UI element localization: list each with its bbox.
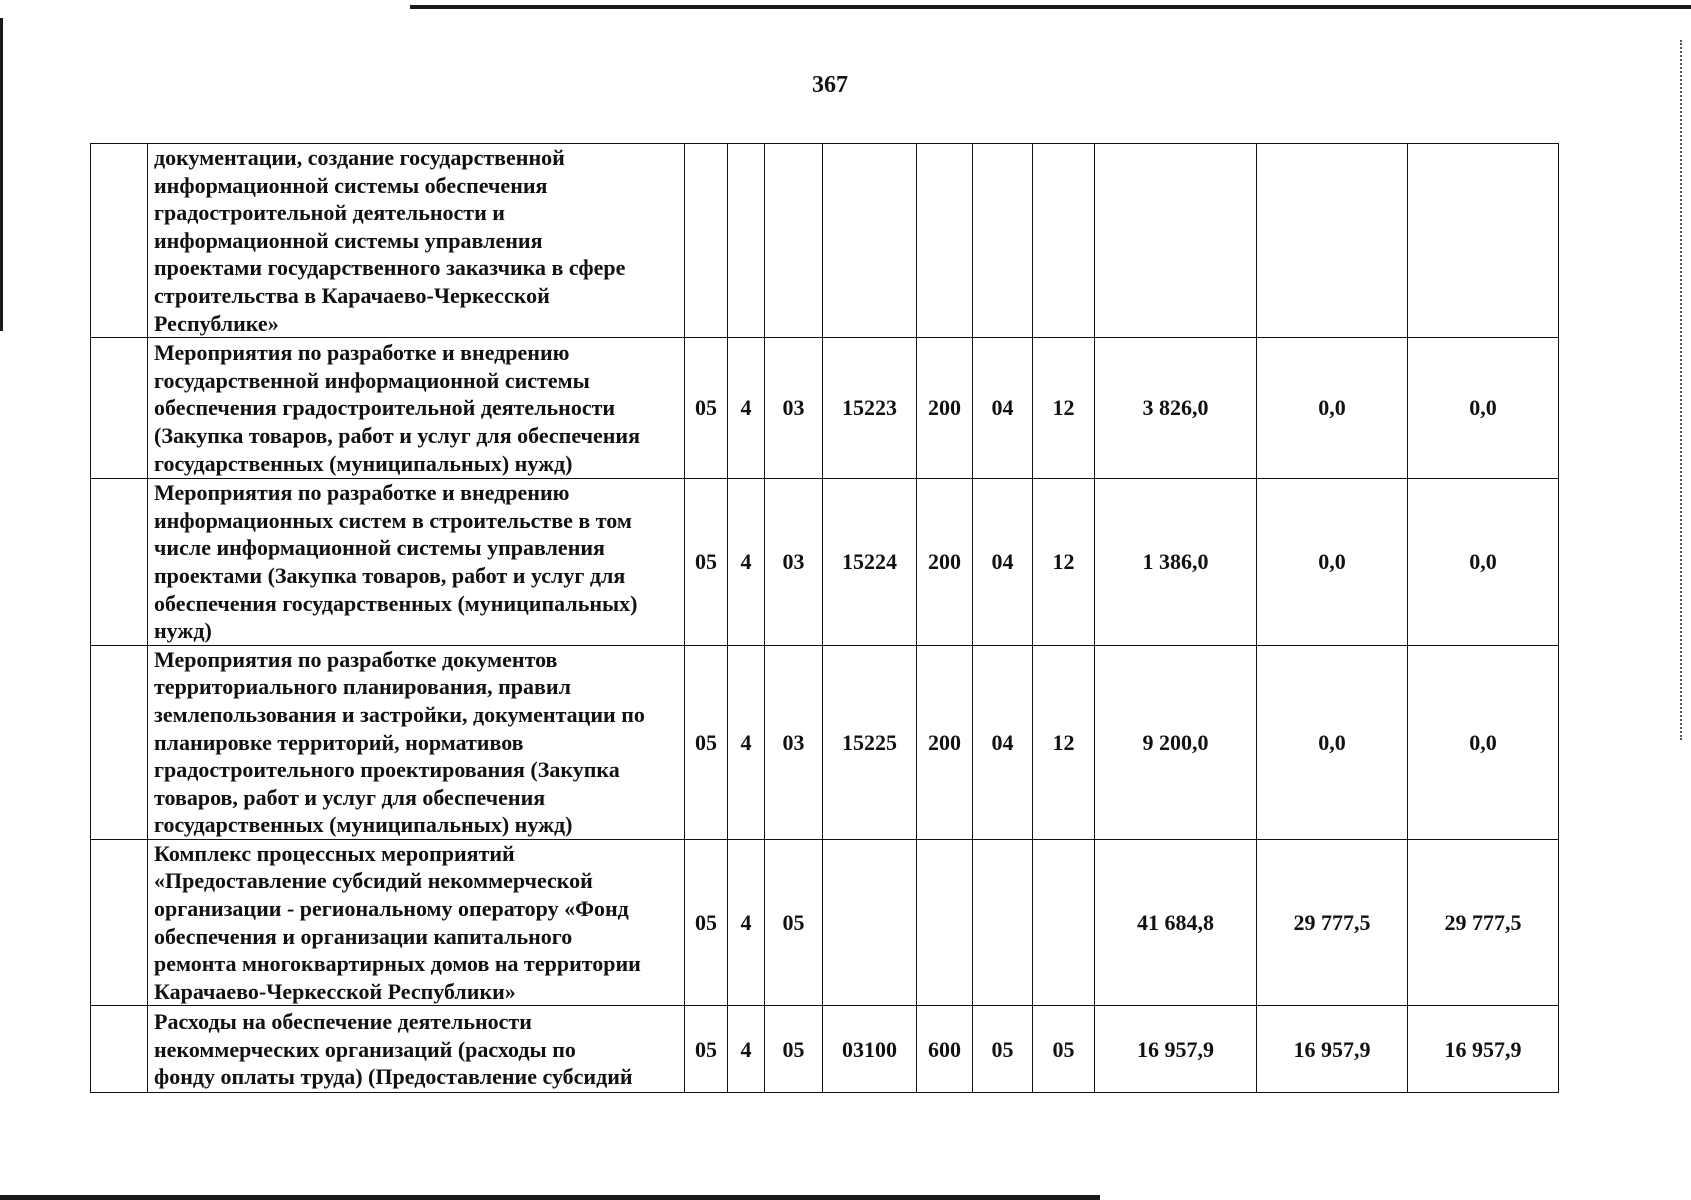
code-cell: 05: [765, 839, 823, 1006]
code-cell: 03: [765, 479, 823, 646]
amount-cell: 29 777,5: [1257, 839, 1408, 1006]
code-cell: 200: [917, 645, 973, 839]
page-number: 367: [812, 72, 848, 98]
amount-cell: 0,0: [1408, 645, 1559, 839]
amount-cell: 16 957,9: [1257, 1006, 1408, 1093]
table-row: [91, 1006, 1559, 1093]
code-cell: [823, 144, 917, 338]
budget-table: [90, 143, 1559, 1093]
code-cell: 03: [765, 645, 823, 839]
code-cell: 05: [685, 338, 728, 479]
description-cell: Комплекс процессных мероприятий «Предоставление субсидий некоммерческой организации - региональному оператору «Фонд обеспечения и организации капитального ремонта многоквартирных домов на территории Карачаево-Черкесской Республики»: [148, 839, 685, 1006]
code-cell: 12: [1033, 479, 1095, 646]
amount-cell: 0,0: [1257, 645, 1408, 839]
code-cell: 05: [685, 839, 728, 1006]
row-index-cell: [91, 1006, 148, 1093]
code-cell: 05: [1033, 1006, 1095, 1093]
amount-cell: 1 386,0: [1095, 479, 1257, 646]
table-row: [91, 338, 1559, 479]
code-cell: [1033, 839, 1095, 1006]
code-cell: [917, 144, 973, 338]
table-row: [91, 144, 1559, 338]
row-index-cell: [91, 144, 148, 338]
scan-edge-bottom: [0, 1195, 1100, 1200]
code-cell: 05: [685, 479, 728, 646]
code-cell: 15223: [823, 338, 917, 479]
description-cell: документации, создание государственной информационной системы обеспечения градостроительной деятельности и информационной системы управления проектами государственного заказчика в сфере строительства в Карачаево-Черкесской Республике»: [148, 144, 685, 338]
code-cell: 15225: [823, 645, 917, 839]
amount-cell: 16 957,9: [1095, 1006, 1257, 1093]
amount-cell: 0,0: [1257, 338, 1408, 479]
amount-cell: 9 200,0: [1095, 645, 1257, 839]
description-cell: Мероприятия по разработке и внедрению государственной информационной системы обеспечения градостроительной деятельности (Закупка товаров, работ и услуг для обеспечения государственных (муниципальных) нужд): [148, 338, 685, 479]
code-cell: [1033, 144, 1095, 338]
code-cell: [973, 839, 1033, 1006]
code-cell: 200: [917, 479, 973, 646]
code-cell: 12: [1033, 338, 1095, 479]
table-row: [91, 479, 1559, 646]
code-cell: 4: [728, 839, 765, 1006]
code-cell: 4: [728, 1006, 765, 1093]
table-row: [91, 839, 1559, 1006]
code-cell: [685, 144, 728, 338]
code-cell: 12: [1033, 645, 1095, 839]
amount-cell: 0,0: [1408, 479, 1559, 646]
description-cell: Мероприятия по разработке документов территориального планирования, правил землепользования и застройки, документации по планировке территорий, нормативов градостроительного проектирования (Закупка товаров, работ и услуг для обеспечения государственных (муниципальных) нужд): [148, 645, 685, 839]
amount-cell: 41 684,8: [1095, 839, 1257, 1006]
scan-edge-top: [410, 5, 1691, 9]
code-cell: [917, 839, 973, 1006]
amount-cell: [1408, 144, 1559, 338]
code-cell: [823, 839, 917, 1006]
amount-cell: [1095, 144, 1257, 338]
row-index-cell: [91, 479, 148, 646]
description-cell: Мероприятия по разработке и внедрению информационных систем в строительстве в том числе информационной системы управления проектами (Закупка товаров, работ и услуг для обеспечения государственных (муниципальных) нужд): [148, 479, 685, 646]
code-cell: 05: [685, 1006, 728, 1093]
row-index-cell: [91, 338, 148, 479]
code-cell: 04: [973, 645, 1033, 839]
scan-edge-right: [1680, 40, 1684, 740]
code-cell: 03: [765, 338, 823, 479]
code-cell: 05: [765, 1006, 823, 1093]
code-cell: [728, 144, 765, 338]
code-cell: 4: [728, 479, 765, 646]
code-cell: 200: [917, 338, 973, 479]
amount-cell: 29 777,5: [1408, 839, 1559, 1006]
row-index-cell: [91, 839, 148, 1006]
code-cell: 4: [728, 338, 765, 479]
code-cell: [765, 144, 823, 338]
code-cell: 05: [685, 645, 728, 839]
amount-cell: [1257, 144, 1408, 338]
code-cell: 4: [728, 645, 765, 839]
code-cell: 03100: [823, 1006, 917, 1093]
code-cell: [973, 144, 1033, 338]
amount-cell: 3 826,0: [1095, 338, 1257, 479]
description-cell: Расходы на обеспечение деятельности некоммерческих организаций (расходы по фонду оплаты труда) (Предоставление субсидий: [148, 1006, 685, 1093]
code-cell: 05: [973, 1006, 1033, 1093]
amount-cell: 0,0: [1257, 479, 1408, 646]
table-row: [91, 645, 1559, 839]
code-cell: 15224: [823, 479, 917, 646]
code-cell: 04: [973, 338, 1033, 479]
amount-cell: 0,0: [1408, 338, 1559, 479]
scan-edge-left: [0, 18, 3, 331]
amount-cell: 16 957,9: [1408, 1006, 1559, 1093]
code-cell: 04: [973, 479, 1033, 646]
row-index-cell: [91, 645, 148, 839]
code-cell: 600: [917, 1006, 973, 1093]
